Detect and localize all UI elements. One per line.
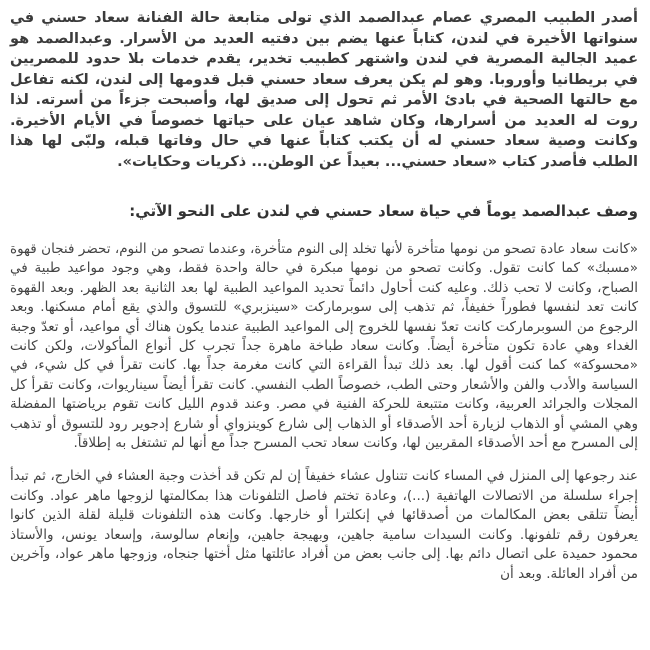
article-intro: أصدر الطبيب المصري عصام عبدالصمد الذي تولى متابعة حالة الفنانة سعاد حسني في سنواتها الأخيرة في لندن، كتاباً عنها يضم بين دفتيه العديد من الأسرار. وعبدالصمد هو عميد الجالية المصرية في لندن واشتهر كطبيب تخدير، يقدم خدمات بلا حدود للمصريين في بريطانيا وأوروبا. وهو لم يكن يعرف سعاد حسني قبل قدومها إلى لندن، لكنه تفاعل مع حالتها الصحية في بادئ الأمر ثم تحول إلى صديق لها، وأصبحت جزءاً من أسرته. لذا روت له العديد من أسرارها، وكان شاهد عيان على حياتها خصوصاً في الأيام الأخيرة. وكانت وصية سعاد حسني له أن يكتب كتاباً عنها في حال وفاتها قبله، ولبّى لها هذا الطلب فأصدر كتاب «سعاد حسني... بعيداً عن الوطن... ذكريات وحكايات». — [10, 10, 638, 170]
article-paragraph: عند رجوعها إلى المنزل في المساء كانت تتناول عشاء خفيفاً إن لم تكن قد أخذت وجبة العشاء في الخارج، ثم تبدأ إجراء سلسلة من الاتصالات الهاتفية (...)، وعادة تختم فاصل التلفونات هذا بمكالمتها لزوجها ماهر عواد. وكانت أيضاً تتلقى بعض المكالمات من أصدقائها في إنكلترا أو خارجها. وكانت هذه التلفونات قليلة لقلة الذين كانوا يعرفون رقم تلفونها. وكانت السيدات سامية جاهين، وبهيجة جاهين، وإنعام سالوسة، وإسعاد يونس، والأستاذ محمود حميدة على اتصال دائم بها. إلى جانب بعض من أفراد عائلتها مثل أختها جنجاه، وزوجها ماهر عواد، وآخرين من أفراد العائلة. وبعد أن — [10, 468, 638, 582]
article-subtitle: وصف عبدالصمد يوماً في حياة سعاد حسني في لندن على النحو الآتي: — [129, 202, 638, 220]
article-paragraph: «كانت سعاد عادة تصحو من نومها متأخرة لأنها تخلد إلى النوم متأخرة، وعندما تصحو من النوم، تحضر فنجان قهوة «مسبك» كما كانت تقول. وكانت تصحو من نومها مبكرة في حالة واحدة فقط، وهي وجود مواعيد طبية في الصباح، وكانت لا تحب ذلك. وعليه كنت أحاول دائماً تحديد المواعيد الطبية لها بعد الثانية بعد الظهر. وبعد القهوة كانت تعد لنفسها فطوراً خفيفاً، ثم تذهب إلى سوبرماركت «سينزبري» للتسوق والذي يقع أمام مسكنها. وبعد الرجوع من السوبرماركت كانت تعدّ نفسها للخروج إلى المواعيد الطبية عندما يكون هناك أي مواعيد، أو تعدّ وجبة الغداء وهي عادة تكون متأخرة أيضاً. وكانت سعاد طباخة ماهرة جداً تجرب كل أنواع المأكولات، ولكن كانت «محسوكة» كما كنت أقول لها. بعد ذلك تبدأ القراءة التي كانت مغرمة جداً بها. كانت تقرأ في كل شيء، في السياسة والأدب والفن والأشعار وحتى الطب، خصوصاً الطب النفسي. كانت تقرأ أيضاً سيناريوات، وكانت تقرأ كل المجلات والجرائد العربية، وكانت متتبعة للحركة الفنية في مصر. وعند قدوم الليل كانت تقوم برياضتها المفضلة وهي المشي أو الذهاب لزيارة أحد الأصدقاء أو الذهاب إلى شارع كوينزواي أو شارع إدجوير رود للتسوق أو تذهب إلى المسرح مع أحد الأصدقاء المقربين لها، وكانت سعاد تحب المسرح جداً مع أنها لم تشتغل به إطلاقاً. — [10, 241, 638, 452]
